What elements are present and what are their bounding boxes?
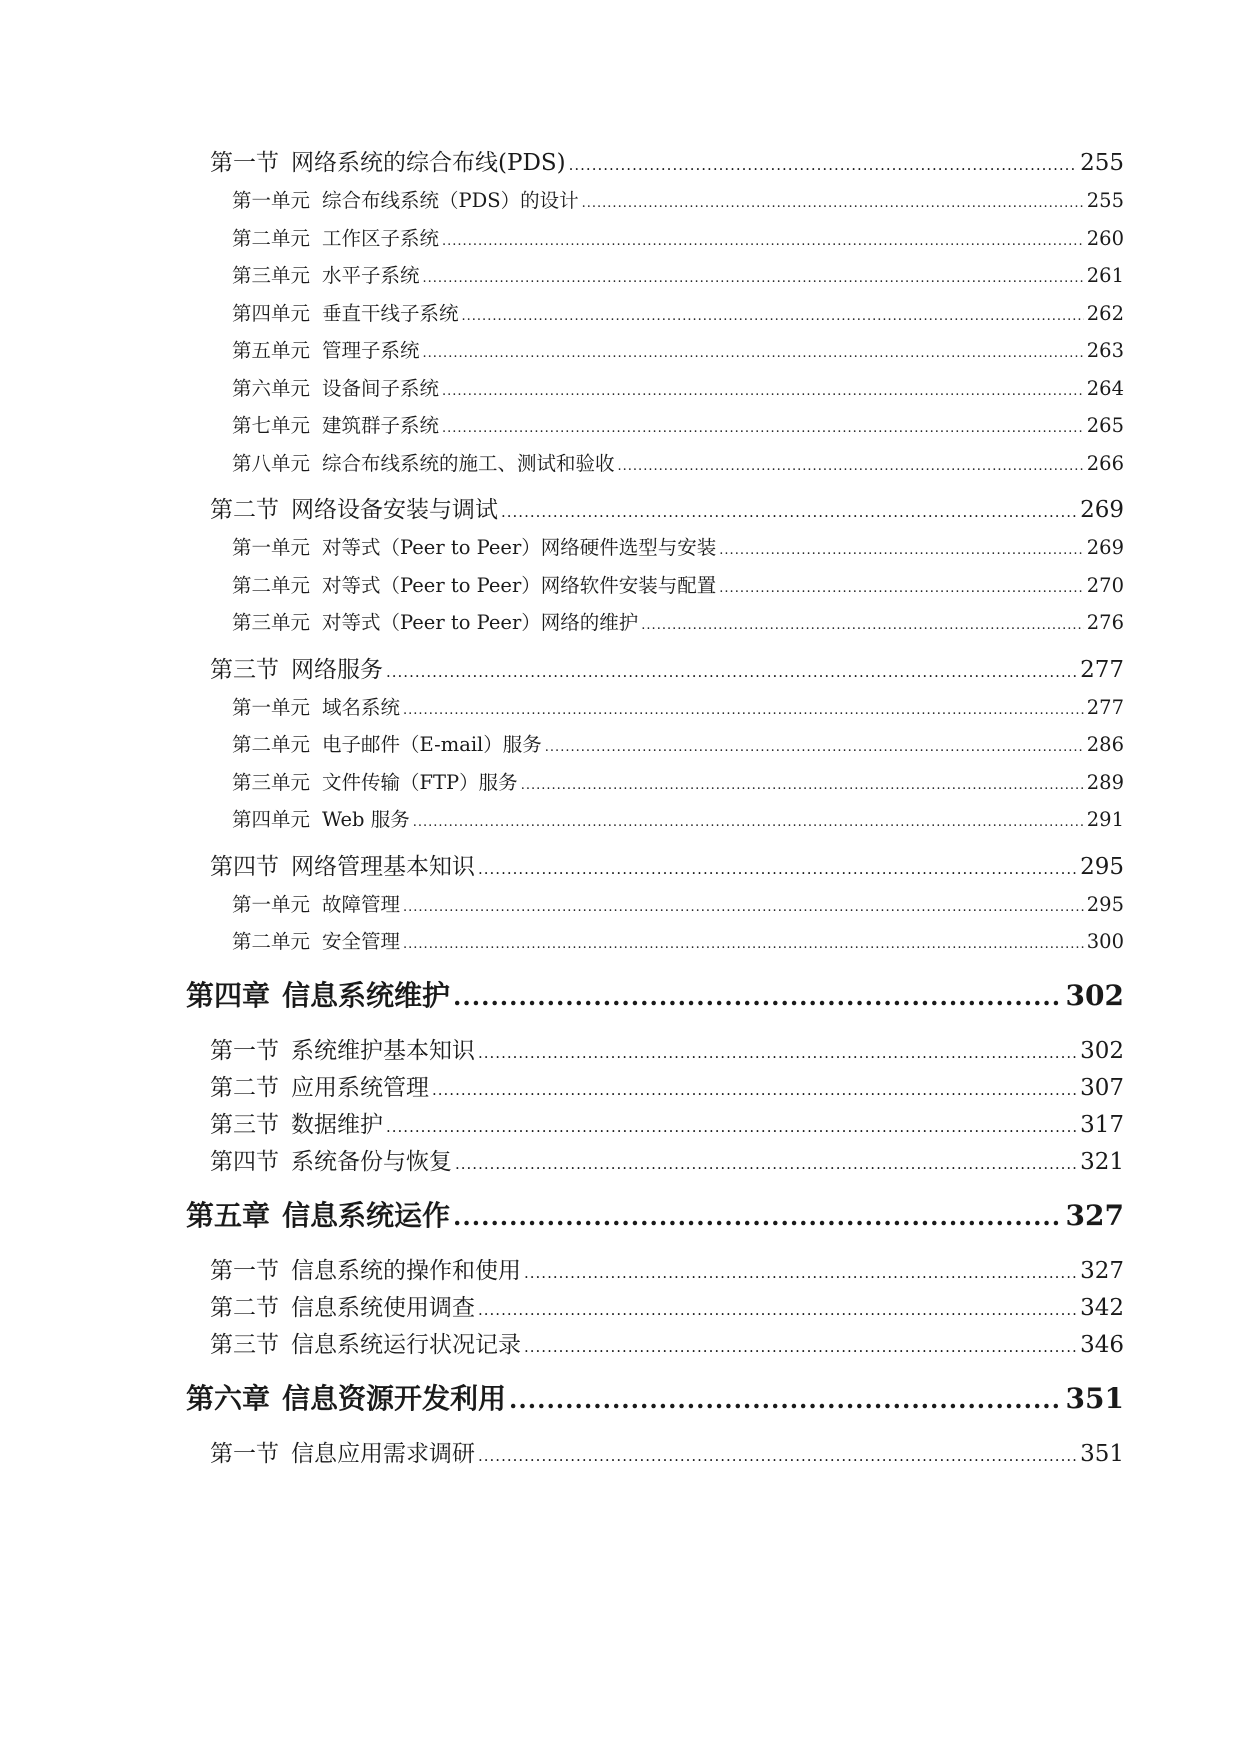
dot-leader <box>524 1255 1077 1292</box>
toc-entry-label: 第六章 <box>186 1381 271 1415</box>
toc-entry-sec[interactable] <box>186 1253 1124 1290</box>
dot-leader <box>719 532 1083 570</box>
toc-entry-text <box>210 1070 429 1107</box>
toc-entry-title: 故障管理 <box>322 892 401 916</box>
toc-entry-title: 信息系统运行状况记录 <box>291 1331 521 1358</box>
toc-entry-page-number: 277 <box>1086 695 1124 719</box>
dot-leader <box>478 1035 1077 1072</box>
toc-entry-label: 第三节 <box>210 1331 279 1358</box>
toc-entry-label: 第三节 <box>210 1111 279 1138</box>
toc-entry-title: 综合布线系统的施工、测试和验收 <box>322 451 615 475</box>
dot-leader <box>478 1438 1077 1475</box>
toc-entry-label: 第四节 <box>210 853 279 880</box>
toc-entry-label: 第四单元 <box>232 808 311 831</box>
toc-entry-sec[interactable] <box>186 1436 1124 1473</box>
toc-entry-unit[interactable] <box>186 567 1124 605</box>
toc-entry-chap[interactable] <box>186 968 1124 1024</box>
toc-entry-page-number: 300 <box>1086 930 1124 953</box>
toc-entry-page-number: 270 <box>1086 573 1124 597</box>
toc-entry-sec[interactable] <box>186 1070 1124 1107</box>
toc-entry-chap[interactable] <box>186 1371 1124 1427</box>
toc-entry-label: 第一节 <box>210 1037 279 1064</box>
dot-leader <box>403 889 1084 927</box>
toc-entry-title: 应用系统管理 <box>291 1074 429 1101</box>
toc-entry-title: 信息资源开发利用 <box>282 1381 507 1415</box>
toc-entry-title: 综合布线系统（PDS）的设计 <box>322 189 579 212</box>
toc-entry-title: 管理子系统 <box>322 339 420 362</box>
toc-entry-label: 第一单元 <box>232 695 311 719</box>
toc-entry-unit[interactable] <box>186 726 1124 764</box>
toc-entry-text <box>232 567 716 605</box>
dot-leader <box>478 1292 1077 1329</box>
dot-leader <box>403 692 1084 730</box>
toc-entry-label: 第二单元 <box>232 226 311 250</box>
toc-entry-unit[interactable] <box>186 886 1124 924</box>
toc-entry-text <box>232 801 410 839</box>
dot-leader <box>569 147 1077 184</box>
toc-entry-page-number: 286 <box>1086 733 1124 756</box>
toc-entry-page-number: 255 <box>1080 150 1124 176</box>
dot-leader <box>413 804 1084 842</box>
toc-entry-title: 建筑群子系统 <box>322 414 440 437</box>
dot-leader <box>509 1372 1063 1428</box>
toc-entry-label: 第二单元 <box>232 930 311 953</box>
toc-entry-page-number: 263 <box>1086 339 1124 362</box>
toc-entry-page-number: 265 <box>1086 414 1124 437</box>
toc-entry-unit[interactable] <box>186 923 1124 961</box>
toc-entry-sec[interactable] <box>186 849 1124 886</box>
toc-entry-label: 第三单元 <box>232 264 311 287</box>
toc-entry-text <box>210 1253 521 1290</box>
toc-entry-title: 水平子系统 <box>322 264 420 287</box>
toc-entry-unit[interactable] <box>186 445 1124 483</box>
toc-entry-text <box>210 849 475 886</box>
toc-entry-page-number: 260 <box>1086 226 1124 250</box>
dot-leader <box>545 729 1084 767</box>
toc-entry-title: 工作区子系统 <box>322 226 440 250</box>
toc-entry-title: 网络服务 <box>291 656 383 683</box>
toc-entry-title: 信息系统运作 <box>282 1198 451 1232</box>
toc-entry-sec[interactable] <box>186 652 1124 689</box>
toc-entry-page-number: 342 <box>1080 1294 1124 1321</box>
toc-entry-page-number: 327 <box>1080 1257 1124 1284</box>
toc-entry-unit[interactable] <box>186 220 1124 258</box>
toc-entry-title: 设备间子系统 <box>322 376 440 400</box>
dot-leader <box>403 926 1084 964</box>
dot-leader <box>423 335 1084 373</box>
toc-entry-text <box>186 1188 450 1244</box>
toc-entry-page-number: 276 <box>1086 611 1124 634</box>
dot-leader <box>618 448 1084 486</box>
toc-entry-label: 第五章 <box>186 1198 271 1232</box>
toc-entry-unit[interactable] <box>186 801 1124 839</box>
toc-entry-text <box>232 726 542 764</box>
toc-entry-label: 第二节 <box>210 1294 279 1321</box>
dot-leader <box>478 851 1077 888</box>
toc-entry-title: 信息系统使用调查 <box>291 1294 475 1321</box>
toc-entry-text <box>232 295 459 333</box>
toc-entry-page-number: 295 <box>1086 892 1124 916</box>
toc-entry-text <box>232 220 439 258</box>
toc-entry-label: 第一单元 <box>232 536 311 559</box>
toc-entry-unit[interactable] <box>186 407 1124 445</box>
toc-entry-label: 第四章 <box>186 978 271 1012</box>
toc-entry-page-number: 351 <box>1065 1381 1124 1415</box>
toc-entry-label: 第五单元 <box>232 339 311 362</box>
toc-entry-sec[interactable] <box>186 1327 1124 1364</box>
toc-entry-title: Web 服务 <box>322 808 410 831</box>
toc-entry-text <box>232 182 579 220</box>
toc-entry-label: 第一单元 <box>232 189 311 212</box>
toc-entry-text <box>232 332 420 370</box>
toc-entry-title: 网络系统的综合布线(PDS) <box>291 150 566 176</box>
toc-entry-unit[interactable] <box>186 529 1124 567</box>
toc-entry-label: 第四单元 <box>232 301 311 325</box>
toc-entry-title: 域名系统 <box>322 695 401 719</box>
dot-leader <box>442 410 1084 448</box>
toc-entry-sec[interactable] <box>186 1290 1124 1327</box>
toc-entry-chap[interactable] <box>186 1188 1124 1244</box>
toc-entry-title: 网络设备安装与调试 <box>291 497 498 523</box>
toc-entry-unit[interactable] <box>186 295 1124 333</box>
dot-leader <box>462 298 1084 336</box>
toc-entry-text <box>232 689 400 727</box>
toc-entry-page-number: 277 <box>1080 656 1124 683</box>
dot-leader <box>423 260 1084 298</box>
toc-entry-label: 第七单元 <box>232 414 311 437</box>
toc-entry-title: 数据维护 <box>291 1111 383 1138</box>
dot-leader <box>442 373 1084 411</box>
toc-entry-title: 系统维护基本知识 <box>291 1037 475 1064</box>
toc-entry-text <box>232 407 439 445</box>
toc-entry-text <box>232 923 400 961</box>
toc-entry-text <box>210 1436 475 1473</box>
dot-leader <box>442 223 1084 261</box>
toc-entry-page-number: 266 <box>1086 451 1124 475</box>
toc-entry-text <box>210 1327 521 1364</box>
toc-entry-label: 第一节 <box>210 1257 279 1284</box>
toc-entry-page-number: 255 <box>1086 189 1124 212</box>
table-of-contents <box>186 145 1124 1473</box>
toc-entry-text <box>232 370 439 408</box>
toc-entry-page-number: 302 <box>1080 1037 1124 1064</box>
toc-entry-title: 系统备份与恢复 <box>291 1148 452 1175</box>
toc-entry-page-number: 262 <box>1086 301 1124 325</box>
toc-entry-page-number: 289 <box>1086 770 1124 794</box>
dot-leader <box>386 654 1077 691</box>
toc-entry-text <box>186 968 450 1024</box>
toc-entry-label: 第二节 <box>210 1074 279 1101</box>
toc-entry-text <box>232 764 518 802</box>
toc-entry-sec[interactable] <box>186 492 1124 529</box>
toc-entry-text <box>210 1144 452 1181</box>
dot-leader <box>521 767 1084 805</box>
toc-entry-page-number: 295 <box>1080 853 1124 880</box>
dot-leader <box>641 607 1083 645</box>
toc-entry-text <box>210 145 566 182</box>
toc-entry-label: 第一节 <box>210 150 279 176</box>
toc-entry-sec[interactable] <box>186 1144 1124 1181</box>
dot-leader <box>455 1146 1077 1183</box>
dot-leader <box>501 494 1077 531</box>
toc-entry-title: 文件传输（FTP）服务 <box>322 770 518 794</box>
toc-entry-unit[interactable] <box>186 764 1124 802</box>
toc-entry-page-number: 346 <box>1080 1331 1124 1358</box>
toc-entry-sec[interactable] <box>186 1033 1124 1070</box>
dot-leader <box>453 969 1063 1025</box>
toc-entry-text <box>210 652 383 689</box>
toc-entry-page-number: 269 <box>1080 497 1124 523</box>
toc-entry-label: 第二单元 <box>232 573 311 597</box>
toc-entry-label: 第三单元 <box>232 770 311 794</box>
toc-entry-label: 第三节 <box>210 656 279 683</box>
toc-entry-unit[interactable] <box>186 689 1124 727</box>
toc-entry-title: 垂直干线子系统 <box>322 301 459 325</box>
toc-entry-page-number: 291 <box>1086 808 1124 831</box>
toc-entry-label: 第三单元 <box>232 611 311 634</box>
toc-entry-label: 第八单元 <box>232 451 311 475</box>
toc-entry-title: 安全管理 <box>322 930 401 953</box>
toc-entry-title: 对等式（Peer to Peer）网络软件安装与配置 <box>322 573 717 597</box>
toc-entry-label: 第二节 <box>210 497 279 523</box>
toc-entry-text <box>210 492 498 529</box>
toc-entry-unit[interactable] <box>186 370 1124 408</box>
toc-entry-text <box>232 257 420 295</box>
toc-entry-unit[interactable] <box>186 332 1124 370</box>
toc-entry-text <box>232 886 400 924</box>
toc-entry-text <box>210 1033 475 1070</box>
toc-entry-text <box>232 529 716 567</box>
toc-entry-page-number: 327 <box>1065 1198 1124 1232</box>
toc-entry-text <box>232 445 615 483</box>
toc-entry-title: 网络管理基本知识 <box>291 853 475 880</box>
toc-entry-label: 第四节 <box>210 1148 279 1175</box>
dot-leader <box>386 1109 1077 1146</box>
toc-entry-page-number: 261 <box>1086 264 1124 287</box>
toc-entry-label: 第六单元 <box>232 376 311 400</box>
toc-entry-title: 信息应用需求调研 <box>291 1440 475 1467</box>
toc-entry-page-number: 264 <box>1086 376 1124 400</box>
dot-leader <box>432 1072 1077 1109</box>
toc-entry-sec[interactable] <box>186 1107 1124 1144</box>
dot-leader <box>453 1189 1063 1245</box>
toc-entry-title: 信息系统维护 <box>282 978 451 1012</box>
toc-entry-label: 第一节 <box>210 1440 279 1467</box>
toc-entry-title: 对等式（Peer to Peer）网络的维护 <box>322 611 639 634</box>
toc-entry-title: 电子邮件（E-mail）服务 <box>322 733 542 756</box>
toc-entry-text <box>210 1290 475 1327</box>
toc-entry-page-number: 269 <box>1086 536 1124 559</box>
toc-entry-text <box>232 604 638 642</box>
dot-leader <box>524 1329 1077 1366</box>
toc-entry-sec[interactable] <box>186 145 1124 182</box>
toc-entry-text <box>186 1371 506 1427</box>
toc-entry-page-number: 321 <box>1080 1148 1124 1175</box>
toc-entry-title: 信息系统的操作和使用 <box>291 1257 521 1284</box>
toc-entry-label: 第一单元 <box>232 892 311 916</box>
dot-leader <box>582 185 1084 223</box>
toc-entry-unit[interactable] <box>186 604 1124 642</box>
toc-entry-page-number: 307 <box>1080 1074 1124 1101</box>
dot-leader <box>719 570 1083 608</box>
toc-entry-label: 第二单元 <box>232 733 311 756</box>
toc-entry-text <box>210 1107 383 1144</box>
toc-entry-page-number: 351 <box>1080 1440 1124 1467</box>
toc-entry-unit[interactable] <box>186 257 1124 295</box>
toc-entry-title: 对等式（Peer to Peer）网络硬件选型与安装 <box>322 536 717 559</box>
toc-entry-unit[interactable] <box>186 182 1124 220</box>
toc-entry-page-number: 317 <box>1080 1111 1124 1138</box>
toc-entry-page-number: 302 <box>1065 978 1124 1012</box>
